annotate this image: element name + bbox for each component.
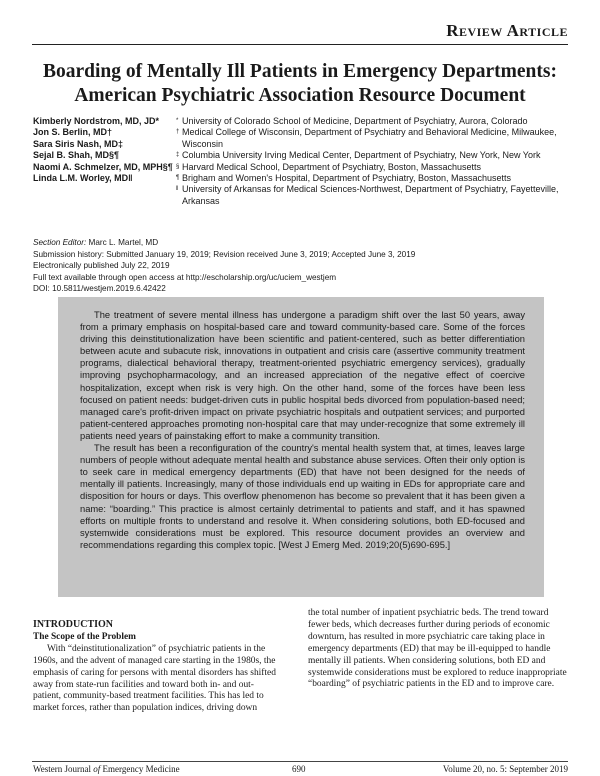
footer-rule bbox=[32, 761, 568, 762]
author: Linda L.M. Worley, MD‖ bbox=[33, 173, 133, 184]
page-number: 690 bbox=[292, 764, 306, 774]
journal-name-part: Emergency Medicine bbox=[100, 764, 180, 774]
abstract-paragraph: The result has been a reconfiguration of the country's mental health system that, at times, leaves large numbers of people without adequate mental health and substance abuse services. Often their only option is to seek care in medical emergency departments (ED) that have not been designed for the needs of mentally ill patients. Increasingly, many of those individuals end up waiting in EDs for appropriate care and disposition for hours or days. This overflow phenomenon has become so prevalent that it has been given a name: “boarding.” This practice is almost certainly detrimental to patients and staff, and it has spawned efforts on multiple fronts to understand and resolve it. When considering solutions, both ED-focused and systemwide considerations must be explored. This resource document provides an overview and recommendations regarding this complex topic. [West J Emerg Med. 2019;20(5)690-695.] bbox=[80, 443, 525, 550]
affiliation-mark: * bbox=[176, 118, 179, 124]
affiliation-mark: ¶ bbox=[176, 175, 180, 182]
author: Jon S. Berlin, MD† bbox=[33, 127, 113, 138]
affiliation-mark: § bbox=[176, 163, 180, 170]
affiliation-mark: † bbox=[176, 129, 180, 136]
subsection-heading: The Scope of the Problem bbox=[33, 631, 136, 642]
abstract-paragraph: The treatment of severe mental illness has undergone a paradigm shift over the last 50 years, away from a primary emphasis on hospital-based care and toward community-based care. Some of the forces driving this deinstitutionalization have been scientific and patient-centered, such as better differentiation between acute and subacute risk, innovations in outpatient and crisis care (assertive community treatment programs, dialectical behavioral therapy, treatment-oriented psychiatric emergency services), gradually improving psychopharmacology, and an increased appreciation of the negative effect of coercive hospitalization, except when risk is very high. On the other hand, some of the forces have been less focused on patient needs: budget-driven cuts in public hospital beds divorced from population-based need; managed care's profit-driven impact on private psychiatric hospitals and outpatient services; and purported patient-centered approaches promoting non-hospital care that may under-recognize that some extremely ill patients need years of painstaking effort to make a community transition. bbox=[80, 310, 525, 441]
title-line-2: American Psychiatric Association Resource Document bbox=[74, 85, 526, 106]
affiliation bbox=[176, 162, 576, 173]
abstract-box bbox=[58, 297, 544, 597]
article-metadata bbox=[33, 237, 415, 295]
affiliation-text: Harvard Medical School, Department of Psychiatry, Boston, Massachusetts bbox=[182, 161, 481, 172]
section-label: Review Article bbox=[446, 21, 568, 40]
doi[interactable]: DOI: 10.5811/westjem.2019.6.42422 bbox=[33, 284, 166, 294]
section-editor bbox=[33, 237, 415, 249]
submission-history: Submission history: Submitted January 19, 2019; Revision received June 3, 2019; Accepted June 3, 2019 bbox=[33, 249, 416, 259]
published-date: Electronically published July 22, 2019 bbox=[33, 261, 170, 271]
section-editor-label: Section Editor: bbox=[33, 238, 87, 247]
body-paragraph: the total number of inpatient psychiatric beds. The trend toward fewer beds, which decreases further during periods of economic downturn, has resulted in more psychiatric care taking place in emergency departments (ED) that may be ill-equipped to handle mentally ill patients. When considering solutions, both ED and systemwide considerations must be explored to reduce inappropriate “boarding” of psychiatric patients in the ED and to improve care. bbox=[308, 608, 567, 690]
affiliation-text: University of Colorado School of Medicine, Department of Psychiatry, Aurora, Colorado bbox=[182, 116, 528, 126]
author: Sejal B. Shah, MD§¶ bbox=[33, 150, 120, 161]
body-paragraph: With “deinstitutionalization” of psychiatric patients in the 1960s, and the advent of managed care starting in the 1980s, the emphasis of caring for persons with mental disorders has shifted away from state-run facilities and toward both in- and out-patient, community-based treatment facilities. This has led to market forces, rather than population indices, driving down bbox=[33, 643, 276, 714]
article-title bbox=[24, 60, 576, 108]
author: Kimberly Nordstrom, MD, JD* bbox=[33, 116, 160, 126]
affiliation-list bbox=[176, 116, 576, 207]
affiliation bbox=[176, 116, 576, 127]
section-editor-name: Marc L. Martel, MD bbox=[86, 238, 159, 247]
body-column-left bbox=[33, 619, 280, 715]
affiliation-mark: ‖ bbox=[176, 186, 179, 193]
header-rule bbox=[32, 44, 568, 45]
journal-name-part: of bbox=[93, 764, 101, 774]
affiliation bbox=[176, 127, 576, 150]
title-line-1: Boarding of Mentally Ill Patients in Emergency Departments: bbox=[43, 61, 557, 82]
section-heading: INTRODUCTION bbox=[33, 619, 114, 630]
affiliation bbox=[176, 184, 576, 207]
affiliation-text: Medical College of Wisconsin, Department of Psychiatry and Behavioral Medicine, Milwaukee, Wisconsin bbox=[182, 127, 557, 149]
author: Naomi A. Schmelzer, MD, MPH§¶ bbox=[33, 161, 173, 172]
author-list bbox=[33, 116, 173, 184]
author: Sara Siris Nash, MD‡ bbox=[33, 138, 124, 149]
affiliation-text: Brigham and Women's Hospital, Department of Psychiatry, Boston, Massachusetts bbox=[182, 173, 512, 184]
affiliation bbox=[176, 173, 576, 184]
footer-volume: Volume 20, no. 5: September 2019 bbox=[442, 764, 568, 774]
affiliation bbox=[176, 150, 576, 161]
body-column-right bbox=[308, 608, 570, 691]
footer-journal bbox=[33, 764, 180, 774]
affiliation-mark: ‡ bbox=[176, 152, 180, 159]
fulltext-link[interactable]: Full text available through open access at http://escholarship.org/uc/uciem_westjem bbox=[33, 272, 337, 282]
journal-name-part: Western Journal bbox=[33, 764, 94, 774]
affiliation-text: University of Arkansas for Medical Sciences-Northwest, Department of Psychiatry, Fayetteville, Arkansas bbox=[182, 184, 559, 206]
affiliation-text: Columbia University Irving Medical Center, Department of Psychiatry, New York, New York bbox=[182, 150, 541, 161]
